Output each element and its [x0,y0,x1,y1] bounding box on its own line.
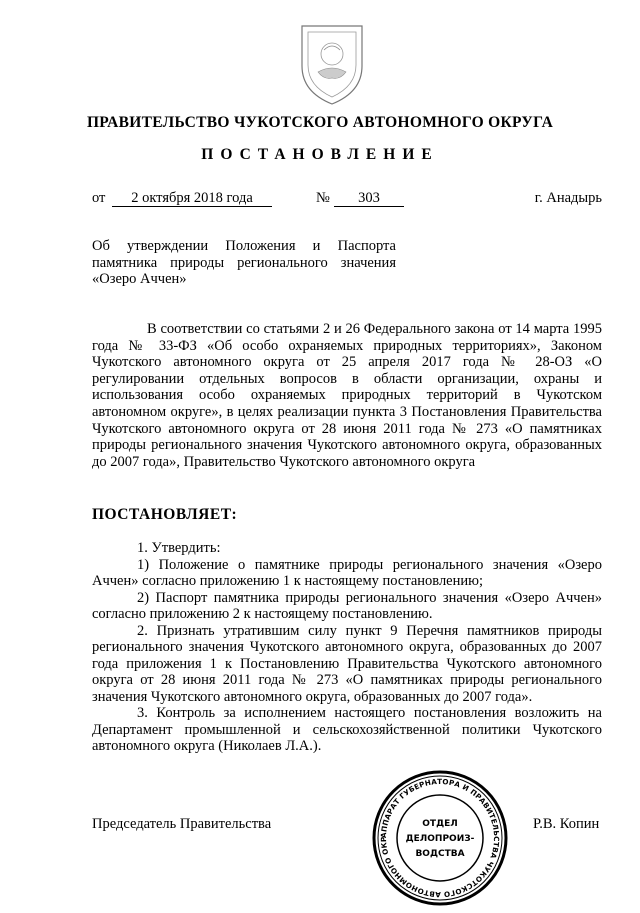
decree-item: 1) Положение о памятнике природы регионального значения «Озеро Аччен» согласно приложению 1 к настоящему постановлению; [92,556,602,589]
date-prefix: от [92,190,106,206]
coat-of-arms-emblem [296,20,368,106]
document-subject: Об утверждении Положения и Паспорта памятника природы регионального значения «Озеро Аччен» [92,238,396,287]
preamble-text: В соответствии со статьями 2 и 26 Федерального закона от 14 марта 1995 года № 33-ФЗ «Об особо охраняемых природных территориях», Законом Чукотского автономного округа от 25 апреля 2017 года № 28-ОЗ «О регулировании отдельных вопросов в области организации, охраны и использования особо охраняемых природных территорий в Чукотском автономном округе», в целях реализации пункта 3 Постановления Правительства Чукотского автономного округа от 28 июня 2011 года № 273 «О памятниках природы регионального значения Чукотского автономного округа, образованных до 2007 года», Правительство Чукотского автономного округа [92,321,602,470]
government-name: ПРАВИТЕЛЬСТВО ЧУКОТСКОГО АВТОНОМНОГО ОКРУГА [86,114,554,131]
stamp-ring-text: АППАРАТ ГУБЕРНАТОРА И ПРАВИТЕЛЬСТВА ЧУКОТСКОГО АВТОНОМНОГО ОКР [378,776,502,900]
stamp-line: ВОДСТВА [415,849,465,859]
stamp-line: ОТДЕЛ [422,819,458,829]
document-meta-row [92,190,602,210]
stamp-line: ДЕЛОПРОИЗ- [405,834,475,844]
decree-word: ПОСТАНОВЛЯЕТ: [92,506,238,523]
document-number: 303 [334,190,404,207]
document-type-title: ПОСТАНОВЛЕНИЕ [201,146,439,163]
number-prefix: № [316,190,330,206]
signer-name: Р.В. Копин [533,816,600,832]
decree-item: 1. Утвердить: [137,540,221,556]
decree-items [92,540,602,755]
decree-item: 3. Контроль за исполнением настоящего постановления возложить на Департамент промышленной и сельскохозяйственной политики Чукотского автономного округа (Николаев Л.А.). [92,705,602,754]
office-stamp [370,768,510,908]
document-date: 2 октября 2018 года [112,190,272,207]
decree-item: 2) Паспорт памятника природы регионального значения «Озеро Аччен» согласно приложению 2 к настоящему постановлению. [92,589,602,622]
signer-position: Председатель Правительства [92,816,272,832]
document-city: г. Анадырь [534,190,602,206]
preamble [92,321,602,470]
decree-item: 2. Признать утратившим силу пункт 9 Перечня памятников природы регионального значения Чукотского автономного округа, образованных до 2007 года приложения 1 к Постановлению Правительства Чукотского автономного округа от 28 июня 2011 года № 273 «О памятниках природы регионального значения Чукотского автономного округа, образованных до 2007 года». [92,622,602,705]
